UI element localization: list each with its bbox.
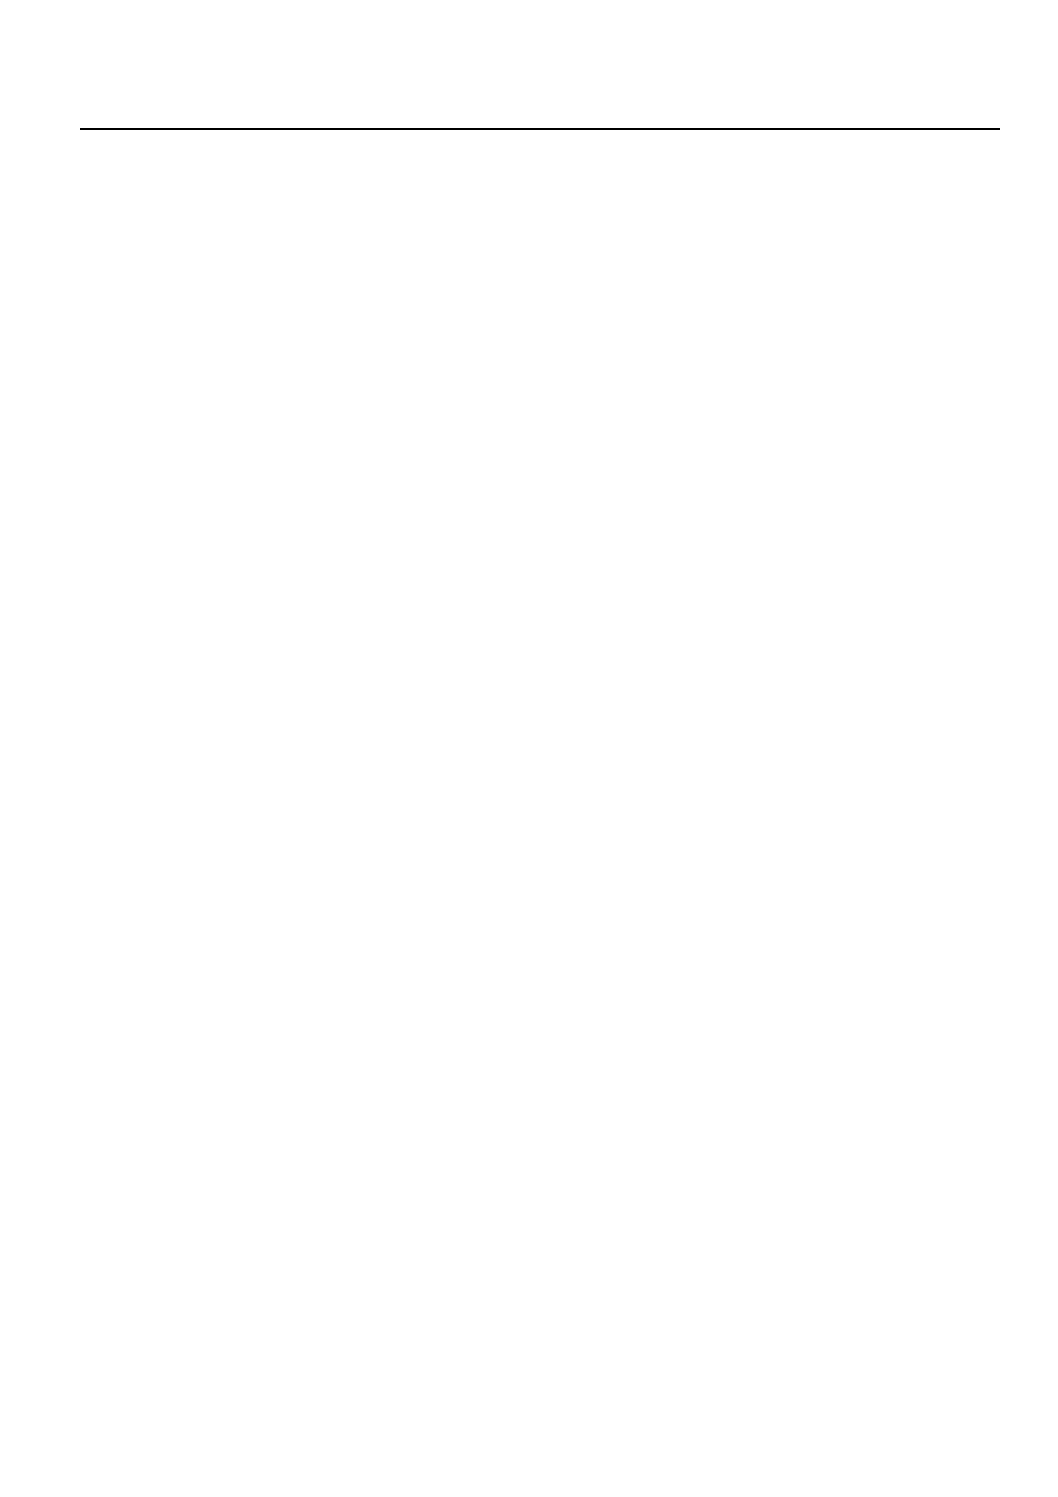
results-table <box>80 128 1000 130</box>
average-footer <box>0 1440 1058 1464</box>
